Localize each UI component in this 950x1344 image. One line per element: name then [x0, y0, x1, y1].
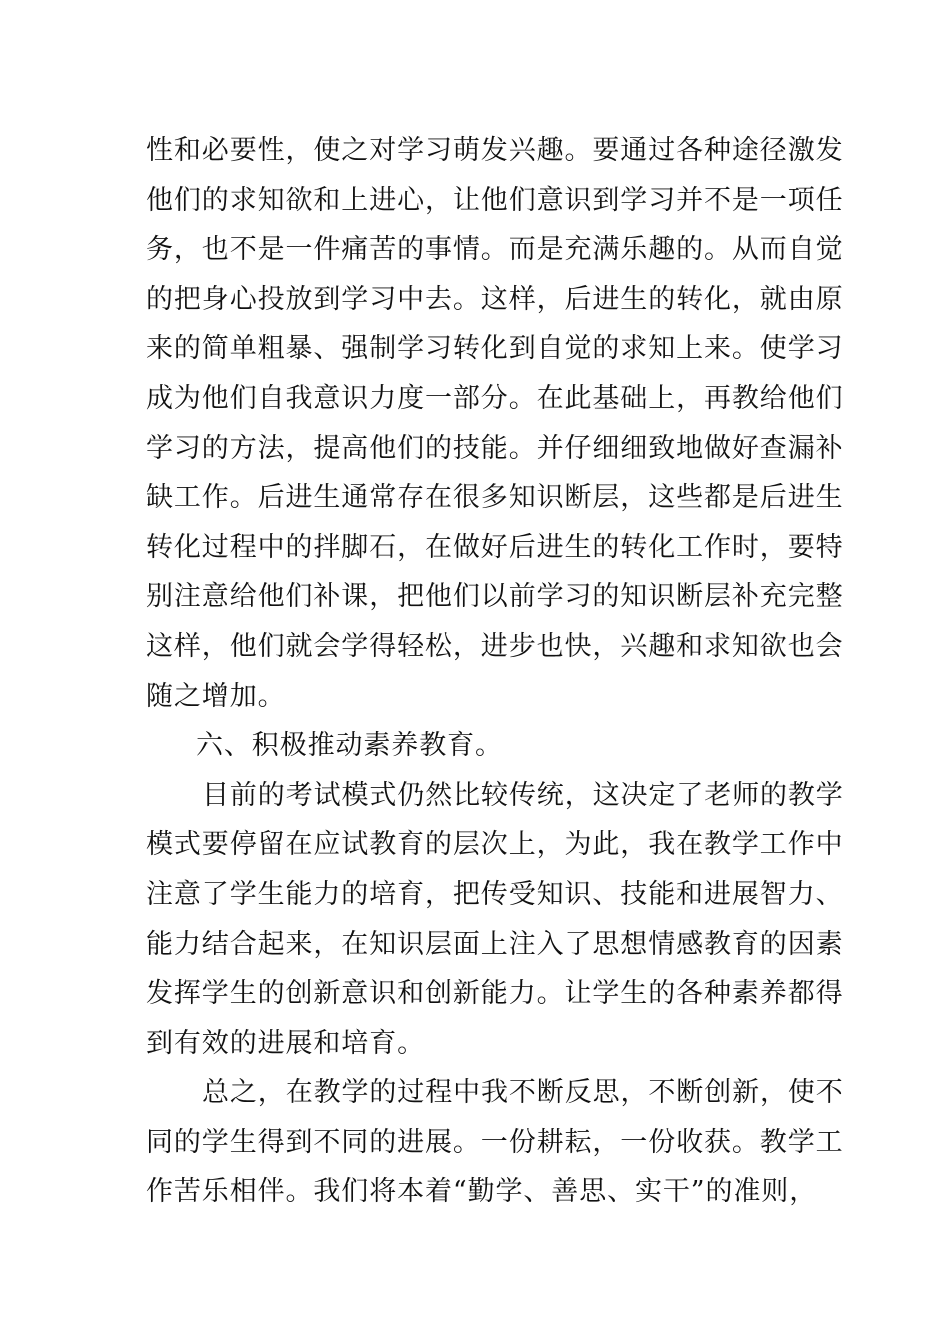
text-line: 的把身心投放到学习中去。这样，后进生的转化，就由原	[146, 283, 844, 315]
text-line: 注意了学生能力的培育，把传受知识、技能和进展智力、	[146, 878, 844, 910]
text-line: 务，也不是一件痛苦的事情。而是充满乐趣的。从而自觉	[146, 234, 844, 266]
text-line: 发挥学生的创新意识和创新能力。让学生的各种素养都得	[146, 978, 844, 1010]
text-line: 作苦乐相伴。我们将本着“勤学、善思、实干”的准则，	[146, 1176, 818, 1208]
text-line: 这样，他们就会学得轻松，进步也快，兴趣和求知欲也会	[146, 630, 844, 662]
text-line: 性和必要性，使之对学习萌发兴趣。要通过各种途径激发	[146, 135, 844, 166]
section-heading: 六、积极推动素养教育。	[196, 730, 503, 762]
text-line: 能力结合起来，在知识层面上注入了思想情感教育的因素	[146, 928, 844, 960]
text-line: 学习的方法，提高他们的技能。并仔细细致地做好查漏补	[146, 432, 844, 464]
text-line: 转化过程中的拌脚石，在做好后进生的转化工作时，要特	[146, 531, 844, 563]
text-line: 随之增加。	[146, 680, 286, 712]
text-line: 成为他们自我意识力度一部分。在此基础上，再教给他们	[146, 382, 844, 414]
text-line: 同的学生得到不同的进展。一份耕耘，一份收获。教学工	[146, 1126, 844, 1158]
text-line: 模式要停留在应试教育的层次上，为此，我在教学工作中	[146, 829, 844, 861]
text-line: 来的简单粗暴、强制学习转化到自觉的求知上来。使学习	[146, 333, 844, 365]
text-line: 别注意给他们补课，把他们以前学习的知识断层补充完整	[146, 581, 844, 613]
text-line: 到有效的进展和培育。	[146, 1027, 425, 1059]
text-line: 他们的求知欲和上进心，让他们意识到学习并不是一项任	[146, 184, 844, 216]
paragraph-first-line: 目前的考试模式仍然比较传统，这决定了老师的教学	[202, 779, 844, 811]
paragraph-first-line: 总之，在教学的过程中我不断反思，不断创新，使不	[202, 1077, 844, 1109]
document-body	[146, 126, 844, 1217]
text-line: 缺工作。后进生通常存在很多知识断层，这些都是后进生	[146, 482, 844, 514]
